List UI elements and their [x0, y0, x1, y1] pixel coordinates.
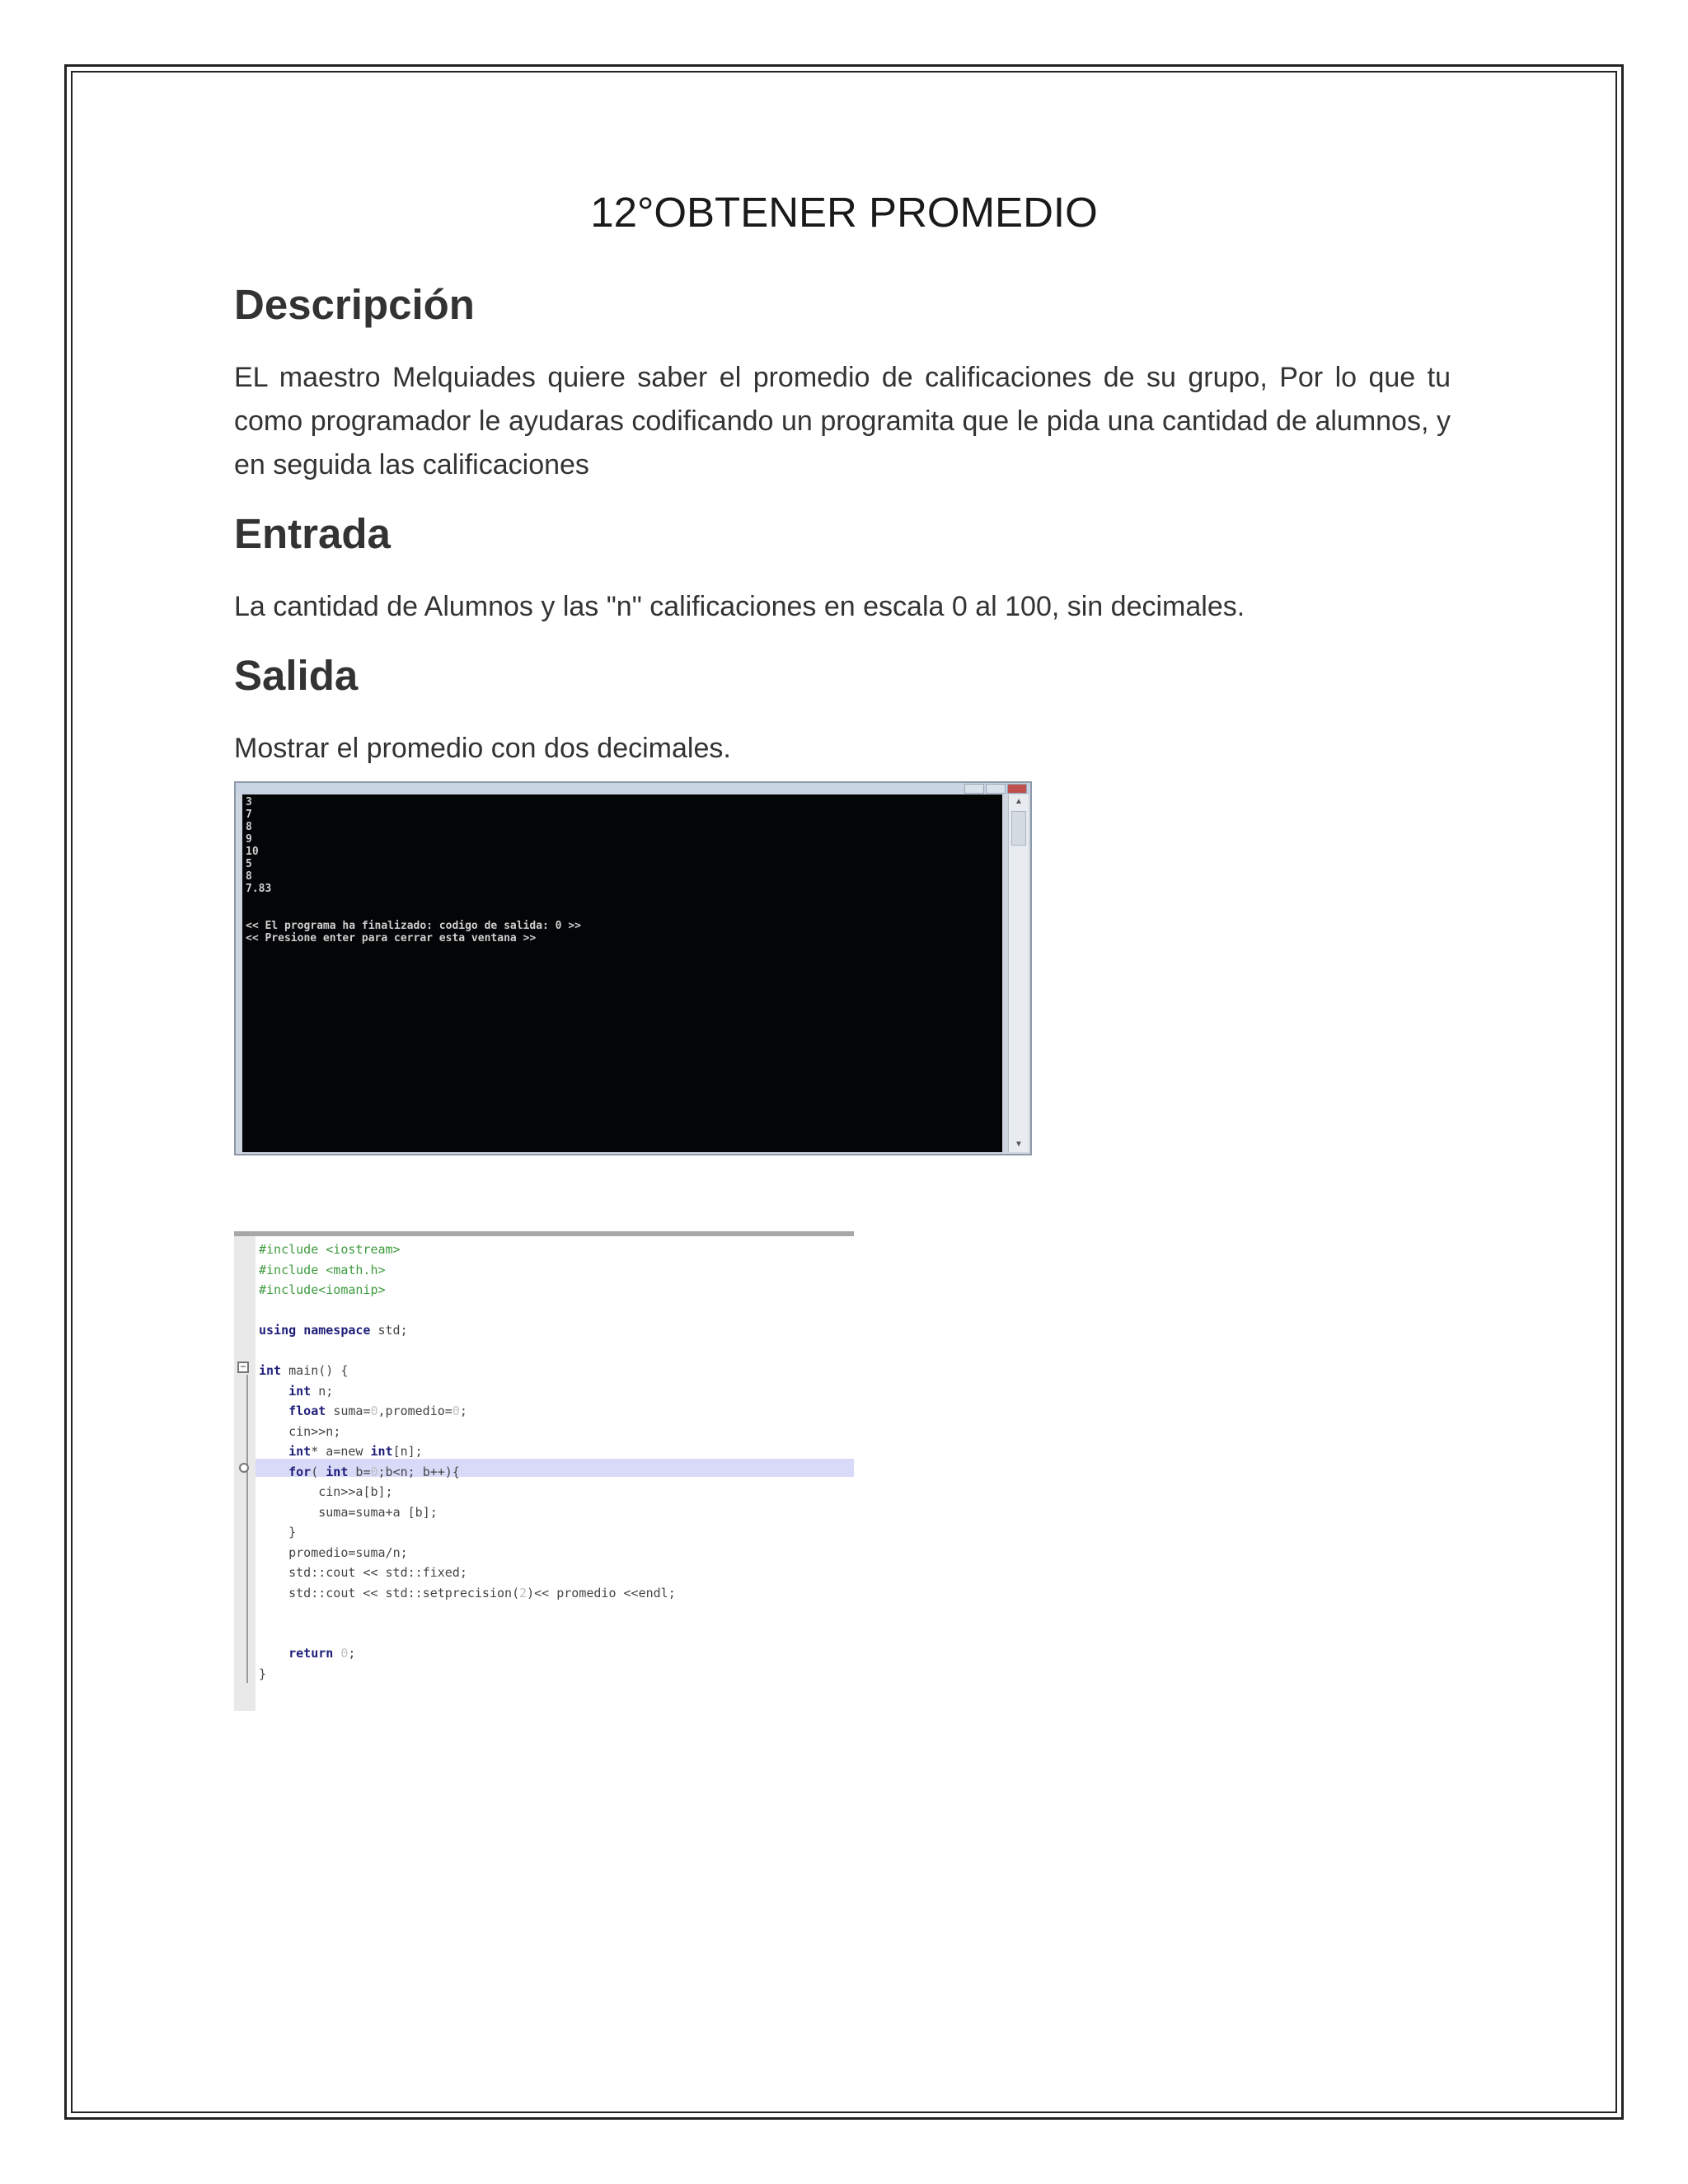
minimize-icon	[964, 784, 984, 794]
fold-guide-line	[246, 1375, 248, 1683]
console-line: 8	[246, 821, 252, 833]
console-output	[242, 794, 1002, 1152]
code-line: for( int b=0;b<n; b++){	[288, 1464, 460, 1479]
section-body-descripcion: EL maestro Melquiades quiere saber el promedio de calificaciones de su grupo, Por lo que tu como programador le ayudaras codificando un programita que le pida una cantidad de alumnos, y en seguida las calificaciones	[234, 362, 1451, 480]
console-line: 7.83	[246, 883, 272, 895]
section-heading-descripcion: Descripción	[234, 281, 475, 328]
editor-gutter	[234, 1236, 256, 1711]
section-body-salida: Mostrar el promedio con dos decimales.	[234, 733, 731, 764]
code-line: cin>>a[b];	[318, 1484, 393, 1499]
console-line: 7	[246, 808, 252, 821]
console-line	[246, 907, 1002, 920]
console-scrollbar	[1008, 794, 1029, 1152]
code-line: int* a=new int[n];	[288, 1444, 423, 1459]
console-line: 9	[246, 833, 252, 846]
source-code	[259, 1240, 676, 1684]
section-heading-entrada: Entrada	[234, 510, 391, 557]
maximize-icon	[986, 784, 1006, 794]
code-line: #include<iomanip>	[259, 1282, 386, 1297]
code-line	[259, 1341, 676, 1361]
console-line: 5	[246, 858, 252, 870]
console-line: << El programa ha finalizado: codigo de salida: 0 >>	[246, 920, 581, 932]
console-line: 3	[246, 796, 252, 808]
fold-collapse-icon: −	[237, 1361, 249, 1373]
code-line: suma=suma+a [b];	[318, 1504, 438, 1520]
code-line: int n;	[288, 1383, 334, 1399]
section-body-entrada: La cantidad de Alumnos y las "n" calificaciones en escala 0 al 100, sin decimales.	[234, 591, 1245, 622]
scroll-up-arrow-icon: ▲	[1015, 797, 1023, 806]
code-line: float suma=0,promedio=0;	[288, 1404, 467, 1418]
code-line: return 0;	[288, 1646, 356, 1661]
breakpoint-circle-icon	[239, 1463, 249, 1473]
code-line: std::cout << std::setprecision(2)<< promedio <<endl;	[288, 1585, 676, 1601]
console-line: << Presione enter para cerrar esta ventana >>	[246, 932, 537, 944]
code-line	[259, 1603, 676, 1624]
code-line: promedio=suma/n;	[288, 1544, 408, 1560]
code-line: int main() {	[259, 1363, 349, 1378]
close-icon	[1007, 784, 1027, 794]
code-line	[259, 1624, 676, 1644]
window-controls	[964, 784, 1027, 794]
console-window-screenshot	[234, 781, 1032, 1155]
editor-top-bar	[234, 1231, 854, 1236]
scroll-down-arrow-icon: ▼	[1015, 1140, 1023, 1149]
code-line: using namespace std;	[259, 1323, 408, 1338]
scroll-thumb	[1011, 811, 1026, 846]
section-heading-salida: Salida	[234, 652, 359, 699]
code-line: }	[259, 1525, 297, 1540]
code-line: #include <math.h>	[259, 1262, 386, 1277]
code-line	[259, 1301, 676, 1321]
code-line: cin>>n;	[288, 1423, 341, 1439]
code-editor-screenshot	[234, 1231, 854, 1711]
console-line	[246, 895, 1002, 907]
console-titlebar	[236, 783, 1030, 794]
console-line: 8	[246, 870, 252, 883]
code-line: std::cout << std::fixed;	[288, 1565, 467, 1580]
page-title: 12°OBTENER PROMEDIO	[590, 189, 1098, 236]
code-line: }	[259, 1666, 267, 1681]
code-line: #include <iostream>	[259, 1242, 401, 1257]
console-line: 10	[246, 846, 259, 858]
